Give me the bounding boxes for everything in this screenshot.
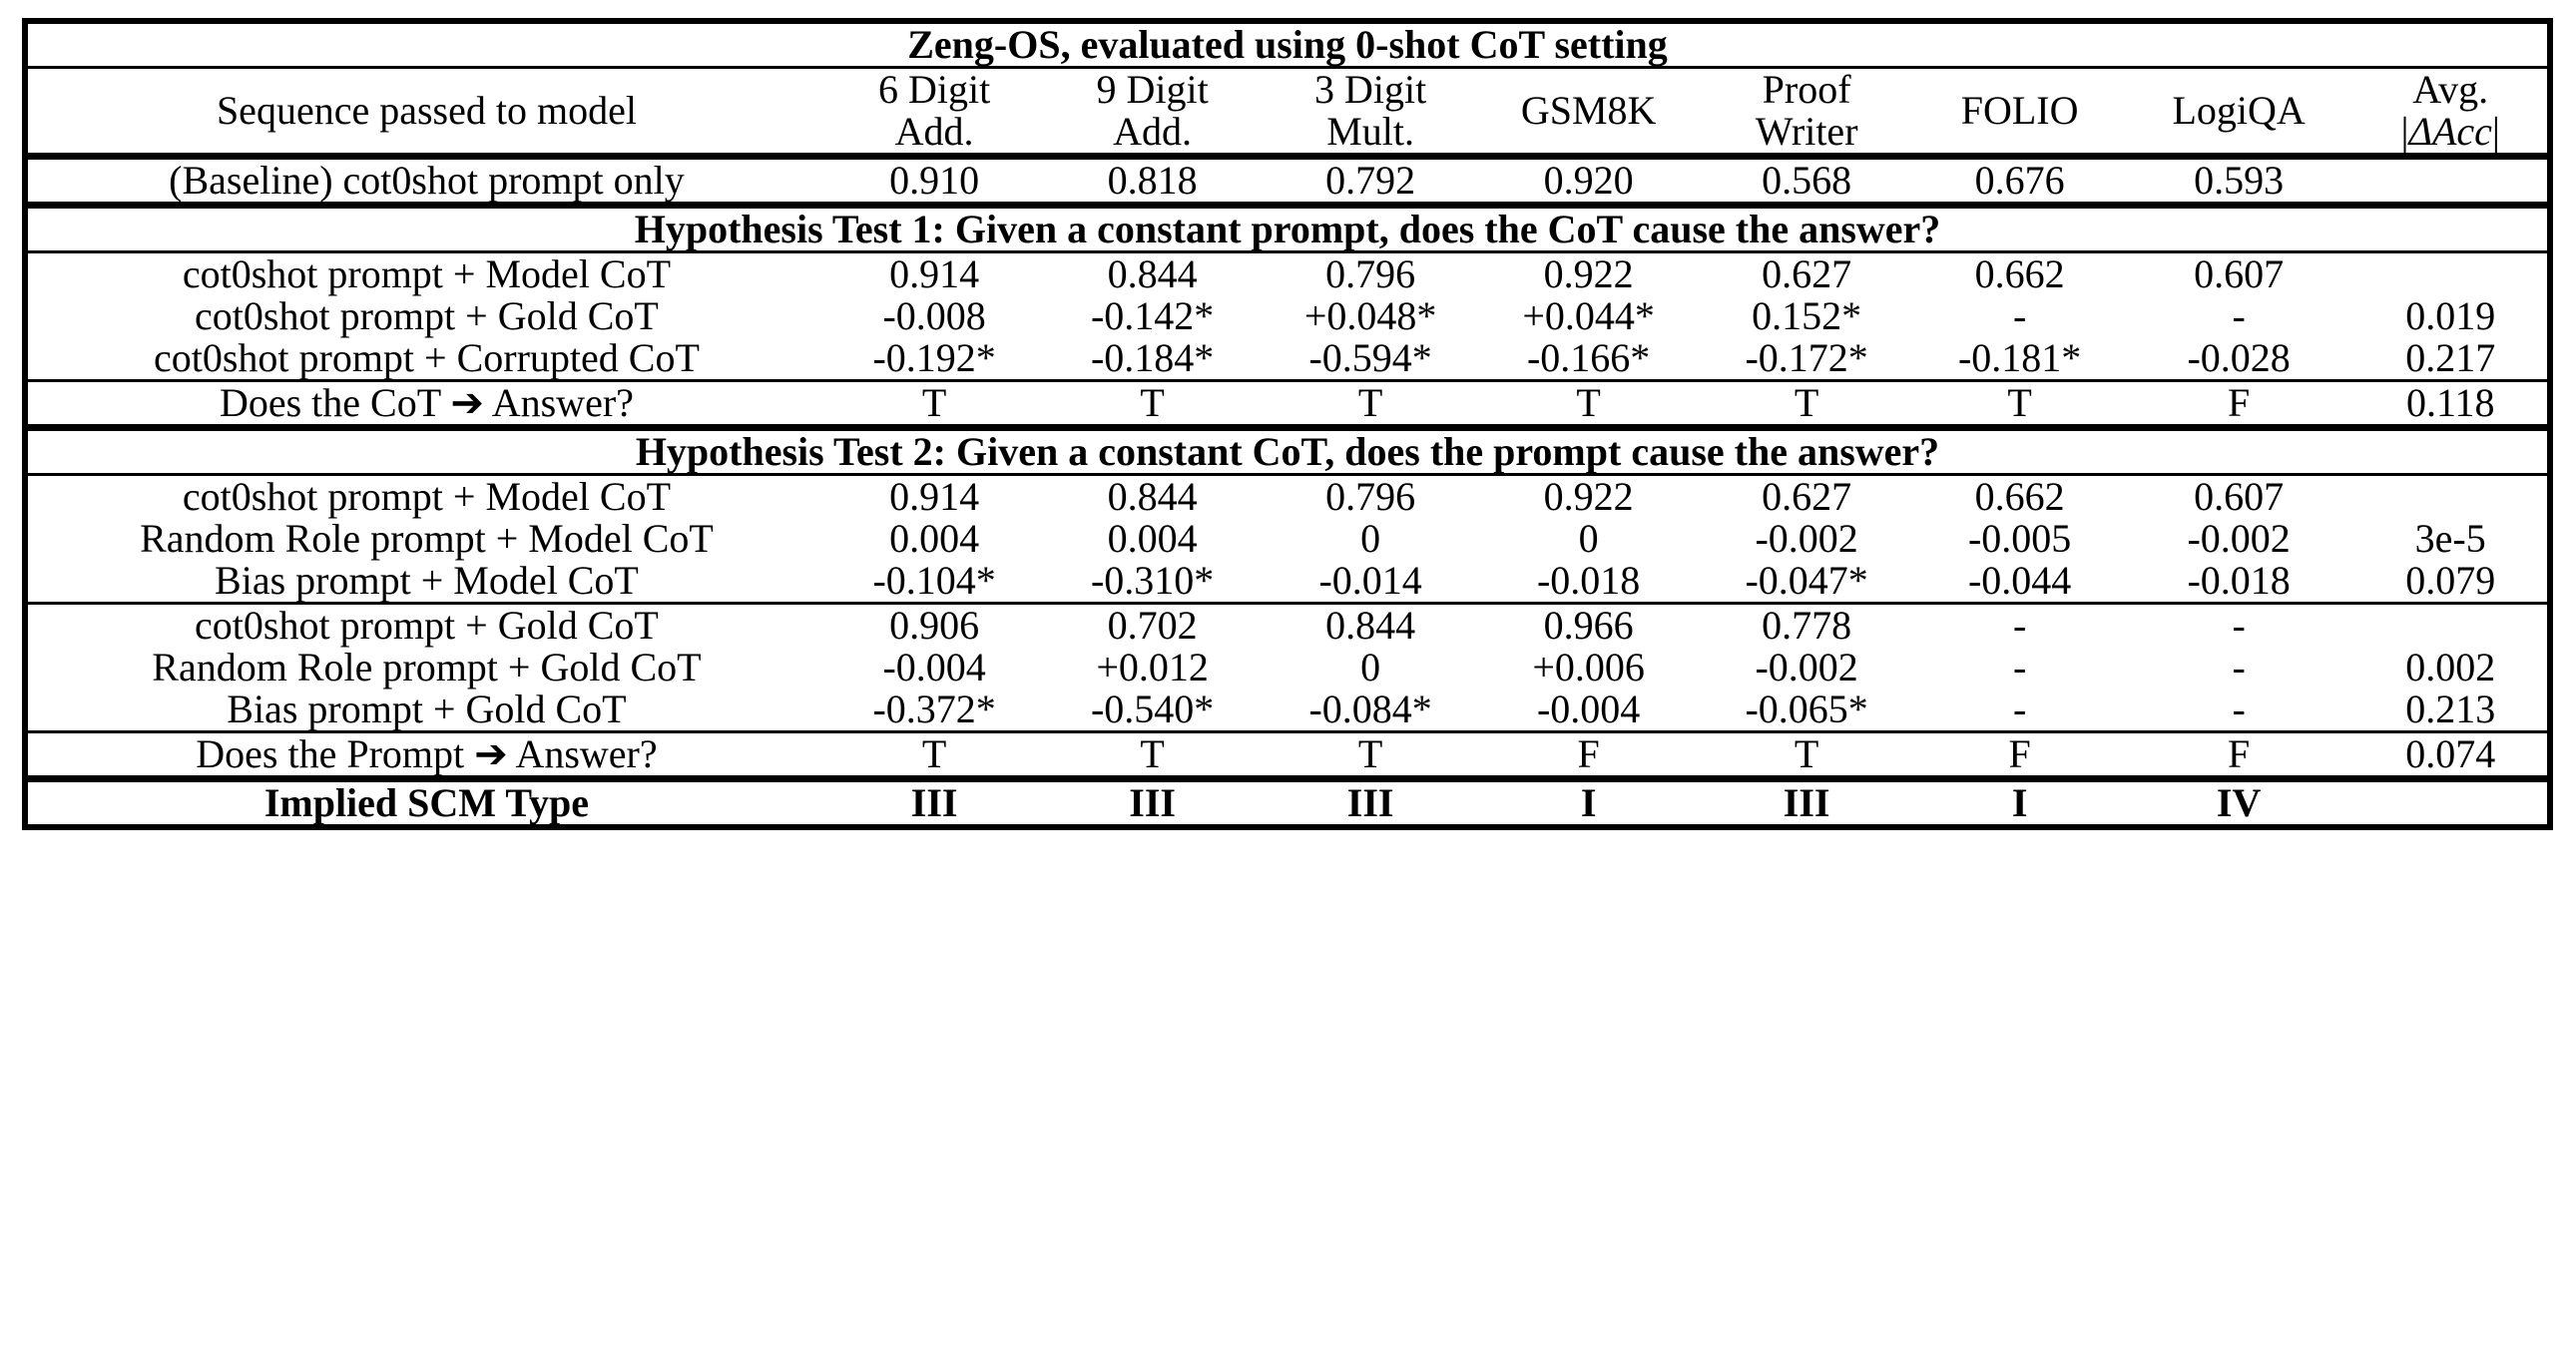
header-3-digit-mult-line2: Mult. (1326, 109, 1415, 154)
cell-value: +0.044* (1522, 293, 1655, 338)
cell-value: 0.593 (2124, 157, 2354, 206)
cell-value: -0.192* (825, 337, 1044, 381)
table-row (25, 252, 2550, 296)
cell-value: +0.048* (1303, 293, 1437, 338)
row-label: Does the Prompt ➔ Answer? (25, 732, 825, 779)
cell-value: -0.594* (1262, 337, 1480, 381)
table-row (25, 295, 2550, 337)
cell-value: 0.662 (1974, 251, 2065, 296)
header-proof-writer (1698, 68, 1916, 157)
header-gsm8k-line1: GSM8K (1520, 88, 1657, 133)
cell-value: 0.074 (2353, 732, 2550, 779)
header-folio (1915, 68, 2123, 157)
table-row (25, 688, 2550, 732)
cell-value: +0.006 (1532, 645, 1645, 689)
cell-value: III (910, 780, 958, 825)
table-row (25, 157, 2550, 206)
avg-bar-left: | (2400, 109, 2409, 154)
cell-value: 0.002 (2405, 645, 2496, 689)
row-label: Bias prompt + Gold CoT (25, 688, 825, 732)
cell-value: -0.184* (1043, 337, 1262, 381)
cell-value (2353, 252, 2550, 296)
row-label: Random Role prompt + Model CoT (140, 516, 714, 561)
table-row (25, 732, 2550, 779)
cell-value: 0.818 (1043, 157, 1262, 206)
header-folio-line1: FOLIO (1960, 88, 2079, 133)
header-6-digit-add-line2: Add. (894, 109, 974, 154)
cell-value: 0.568 (1698, 157, 1916, 206)
cell-value: F (2124, 381, 2354, 428)
table-row (25, 518, 2550, 560)
cell-value: 0.914 (889, 474, 980, 519)
cell-value: -0.372* (825, 688, 1044, 732)
cell-value: -0.002 (2187, 516, 2291, 561)
table-header-row (25, 68, 2550, 157)
cell-value: -0.002 (1755, 516, 1858, 561)
cell-value: - (1915, 688, 2123, 732)
cell-value: 0.662 (1974, 474, 2065, 519)
cell-value: -0.044 (1915, 560, 2123, 604)
cell-value: T (1262, 381, 1480, 428)
header-3-digit-mult-line1: 3 Digit (1314, 67, 1427, 112)
cell-value: - (2232, 603, 2246, 648)
cell-value: 0.922 (1543, 251, 1634, 296)
cell-value: I (2011, 780, 2028, 825)
section-header-row (25, 206, 2550, 252)
row-label: Implied SCM Type (263, 780, 590, 825)
cell-value: 0 (1360, 645, 1381, 689)
cell-value: 3e-5 (2414, 516, 2486, 561)
cell-value: -0.166* (1479, 337, 1698, 381)
cell-value: T (1698, 381, 1916, 428)
header-6-digit-add (825, 68, 1044, 157)
cell-value (2353, 157, 2550, 206)
cell-value: -0.142* (1090, 293, 1215, 338)
header-gsm8k (1479, 68, 1698, 157)
row-label: cot0shot prompt + Model CoT (182, 474, 672, 519)
header-3-digit-mult (1262, 68, 1480, 157)
cell-value: 0.966 (1543, 603, 1634, 648)
cell-value: 0.792 (1262, 157, 1480, 206)
table-row (25, 337, 2550, 381)
cell-value: -0.172* (1698, 337, 1916, 381)
cell-value: T (825, 381, 1044, 428)
cell-value: -0.014 (1262, 560, 1480, 604)
table-title: Zeng-OS, evaluated using 0-shot CoT setting (25, 21, 2550, 68)
header-avg-line1: Avg. (2412, 67, 2489, 112)
row-label: cot0shot prompt + Gold CoT (195, 293, 659, 338)
cell-value: III (1783, 780, 1830, 825)
cell-value: - (2012, 603, 2027, 648)
cell-value (2353, 779, 2550, 828)
row-label: Random Role prompt + Gold CoT (152, 645, 702, 689)
cell-value: 0.844 (1325, 603, 1416, 648)
cell-value: - (2232, 293, 2246, 338)
table-row (25, 381, 2550, 428)
row-label: cot0shot prompt + Gold CoT (195, 603, 659, 648)
cell-value: -0.008 (882, 293, 986, 338)
cell-value: -0.005 (1967, 516, 2072, 561)
row-label: cot0shot prompt + Model CoT (182, 251, 672, 296)
cell-value: 0 (1360, 516, 1381, 561)
header-9-digit-add-line2: Add. (1113, 109, 1193, 154)
cell-value: 0.217 (2353, 337, 2550, 381)
cell-value: F (1915, 732, 2123, 779)
cell-value: 0.627 (1762, 474, 1852, 519)
header-avg-line2 (2353, 111, 2547, 153)
cell-value: -0.002 (1755, 645, 1858, 689)
section-hypothesis-test-2: Hypothesis Test 2: Given a constant CoT, does the prompt cause the answer? (25, 428, 2550, 475)
cell-value: +0.012 (1096, 645, 1209, 689)
cell-value: 0.702 (1107, 603, 1198, 648)
row-label: Bias prompt + Model CoT (25, 560, 825, 604)
cell-value: 0.914 (889, 251, 980, 296)
cell-value: 0.627 (1762, 251, 1852, 296)
cell-value: 0 (1578, 516, 1599, 561)
cell-value: -0.028 (2124, 337, 2354, 381)
cell-value: 0.019 (2405, 293, 2496, 338)
header-9-digit-add (1043, 68, 1262, 157)
cell-value: 0.004 (889, 516, 980, 561)
cell-value: -0.004 (882, 645, 986, 689)
cell-value: F (1479, 732, 1698, 779)
cell-value (2353, 475, 2550, 519)
cell-value: - (2012, 645, 2027, 689)
row-label: (Baseline) cot0shot prompt only (25, 157, 825, 206)
cell-value: I (1580, 780, 1597, 825)
header-logiqa-line1: LogiQA (2172, 88, 2306, 133)
cell-value: - (2012, 293, 2027, 338)
cell-value: 0.118 (2353, 381, 2550, 428)
cell-value: -0.018 (1479, 560, 1698, 604)
cell-value: 0.844 (1107, 251, 1198, 296)
avg-delta-acc-text: ΔAcc (2408, 109, 2492, 154)
header-proof-writer-line1: Proof (1762, 67, 1851, 112)
cell-value: 0.796 (1325, 251, 1416, 296)
cell-value: T (1915, 381, 2123, 428)
cell-value: IV (2216, 780, 2262, 825)
cell-value: 0.079 (2353, 560, 2550, 604)
cell-value: -0.047* (1698, 560, 1916, 604)
row-label: Does the CoT ➔ Answer? (25, 381, 825, 428)
cell-value: -0.004 (1479, 688, 1698, 732)
cell-value: 0.152* (1752, 293, 1862, 338)
cell-value: T (1479, 381, 1698, 428)
cell-value: 0.676 (1915, 157, 2123, 206)
cell-value: 0.213 (2353, 688, 2550, 732)
cell-value: 0.910 (825, 157, 1044, 206)
cell-value: -0.181* (1915, 337, 2123, 381)
table-title-row (25, 21, 2550, 68)
cell-value: 0.778 (1762, 603, 1852, 648)
cell-value: T (825, 732, 1044, 779)
table-row (25, 475, 2550, 519)
cell-value: -0.310* (1043, 560, 1262, 604)
cell-value: 0.920 (1479, 157, 1698, 206)
header-9-digit-add-line1: 9 Digit (1096, 67, 1209, 112)
cell-value: 0.844 (1107, 474, 1198, 519)
table-row (25, 560, 2550, 604)
section-hypothesis-test-1: Hypothesis Test 1: Given a constant prompt, does the CoT cause the answer? (25, 206, 2550, 252)
header-avg-delta-acc (2353, 68, 2550, 157)
cell-value: - (2232, 645, 2246, 689)
cell-value (2353, 604, 2550, 648)
cell-value: 0.906 (889, 603, 980, 648)
cell-value: 0.607 (2194, 474, 2285, 519)
cell-value: -0.104* (825, 560, 1044, 604)
cell-value: T (1043, 381, 1262, 428)
cell-value: -0.084* (1262, 688, 1480, 732)
header-6-digit-add-line1: 6 Digit (878, 67, 991, 112)
cell-value: -0.065* (1698, 688, 1916, 732)
table-row (25, 604, 2550, 648)
cell-value: 0.004 (1107, 516, 1198, 561)
table-row-implied-scm (25, 779, 2550, 828)
table-row (25, 647, 2550, 688)
cell-value: III (1129, 780, 1176, 825)
cell-value: T (1262, 732, 1480, 779)
cell-value: 0.796 (1325, 474, 1416, 519)
avg-bar-right: | (2491, 109, 2500, 154)
header-proof-writer-line2: Writer (1755, 109, 1858, 154)
cell-value: III (1346, 780, 1394, 825)
cell-value: - (2124, 688, 2354, 732)
section-header-row (25, 428, 2550, 475)
cell-value: F (2124, 732, 2354, 779)
cell-value: 0.607 (2194, 251, 2285, 296)
cell-value: 0.922 (1543, 474, 1634, 519)
header-logiqa (2124, 68, 2354, 157)
cell-value: -0.540* (1043, 688, 1262, 732)
cell-value: -0.018 (2124, 560, 2354, 604)
results-table (22, 18, 2553, 830)
header-sequence-label: Sequence passed to model (25, 68, 825, 157)
cell-value: T (1698, 732, 1916, 779)
cell-value: T (1043, 732, 1262, 779)
row-label: cot0shot prompt + Corrupted CoT (25, 337, 825, 381)
